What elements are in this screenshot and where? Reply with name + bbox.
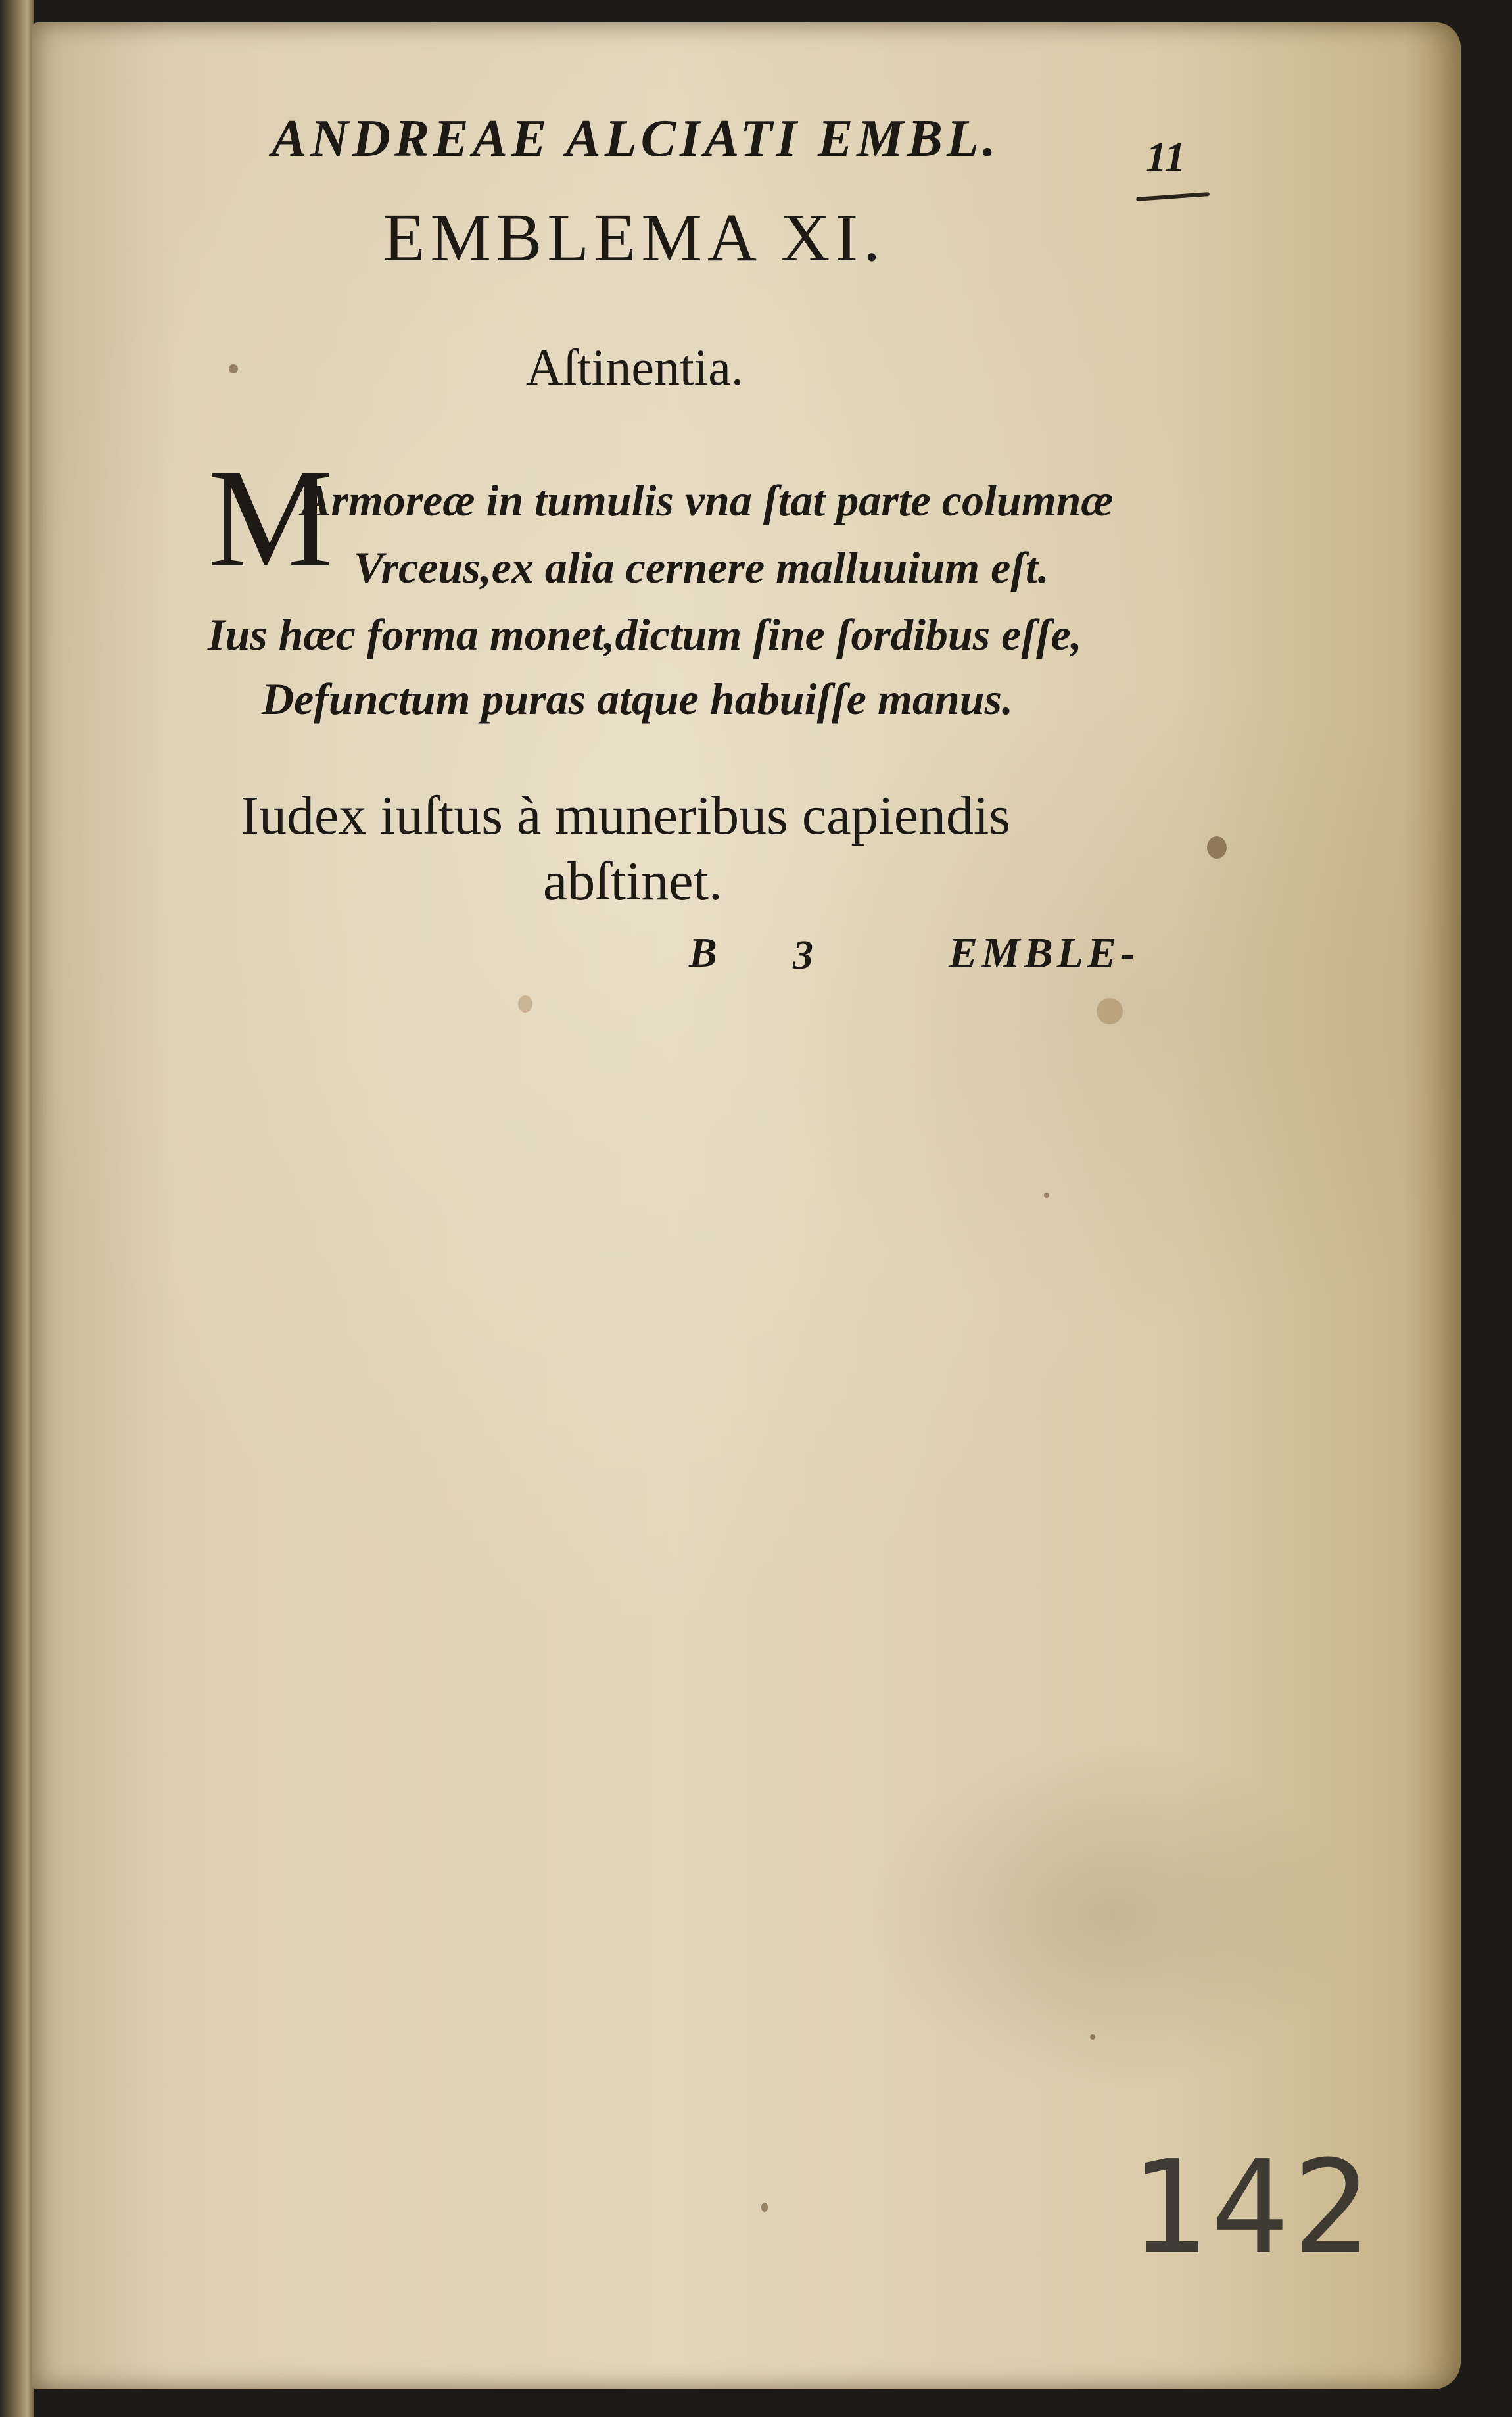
signature-mark: B bbox=[689, 929, 720, 976]
running-head: ANDREAE ALCIATI EMBL. bbox=[272, 110, 1000, 168]
verse-dropcap: M bbox=[208, 441, 333, 596]
foxing-spot bbox=[1207, 836, 1227, 859]
foxing-spot bbox=[518, 995, 532, 1013]
foxing-spot bbox=[229, 364, 238, 373]
verse-line-1: Armoreæ in tumulis vna ſtat parte columnæ bbox=[301, 475, 1114, 525]
moral-line-1: Iudex iuſtus à muneribus capiendis bbox=[241, 785, 1011, 846]
folio-underline bbox=[1136, 192, 1210, 201]
verse-line-3: Ius hæc forma monet,dictum ſine ſordibus eſſe, bbox=[208, 610, 1082, 659]
foxing-spot bbox=[761, 2203, 768, 2212]
emblem-subtitle: Aſtinentia. bbox=[526, 339, 744, 396]
foxing-spot bbox=[1044, 1193, 1049, 1198]
book-page bbox=[32, 22, 1461, 2389]
verse-line-4: Defunctum puras atque habuiſſe manus. bbox=[262, 674, 1013, 724]
emblem-title: EMBLEMA XI. bbox=[383, 200, 886, 275]
foxing-spot bbox=[1097, 998, 1123, 1024]
signature-number: 3 bbox=[793, 933, 813, 978]
foxing-spot bbox=[1090, 2034, 1095, 2040]
library-stamp-number: 142 bbox=[1129, 2133, 1375, 2283]
verse-line-2: Vrceus,ex alia cernere malluuium eſt. bbox=[354, 542, 1049, 592]
catchword: EMBLE- bbox=[949, 929, 1139, 977]
facing-page-edge bbox=[0, 0, 34, 2417]
moral-line-2: abſtinet. bbox=[543, 851, 722, 912]
folio-number: 11 bbox=[1146, 133, 1186, 180]
